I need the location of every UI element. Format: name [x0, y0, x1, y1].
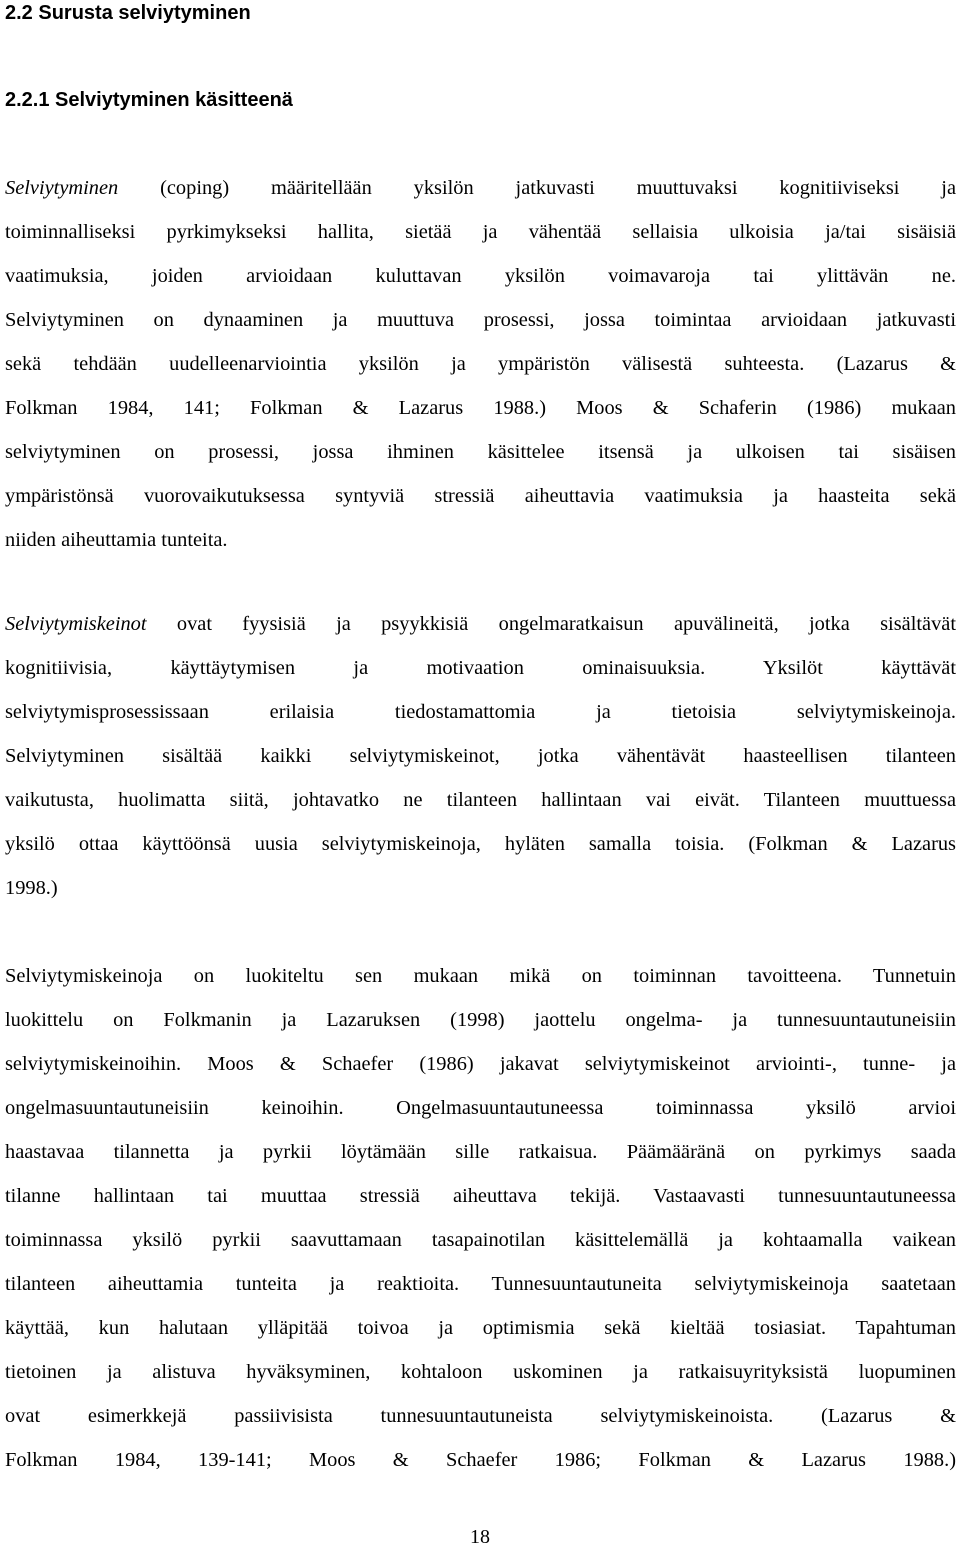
text-line: [5, 1350, 956, 1394]
text-line: [5, 778, 956, 822]
text-run: ovat fyysisiä ja psyykkisiä ongelmaratkaisun apuvälineitä, jotka sisältävät: [146, 613, 956, 635]
text-line: [5, 1438, 956, 1482]
text-run: ovat esimerkkejä passiivisista tunnesuuntautuneista selviytymiskeinoista. (Lazarus &: [5, 1405, 956, 1427]
subsection-heading: 2.2.1 Selviytyminen käsitteenä: [5, 89, 293, 111]
text-run: sekä tehdään uudelleenarviointia yksilön ja ympäristön välisestä suhteesta. (Lazarus &: [5, 353, 956, 375]
text-run: toiminnalliseksi pyrkimykseksi hallita, sietää ja vähentää sellaisia ulkoisia ja/tai sisäisiä: [5, 221, 956, 243]
text-run: ongelmasuuntautuneisiin keinoihin. Ongelmasuuntautuneessa toiminnassa yksilö arvioi: [5, 1097, 956, 1119]
text-run: selviytyminen on prosessi, jossa ihminen käsittelee itsensä ja ulkoisen tai sisäisen: [5, 441, 956, 463]
text-line: [5, 342, 956, 386]
text-line: [5, 954, 956, 998]
text-run: tilanne hallintaan tai muuttaa stressiä aiheuttava tekijä. Vastaavasti tunnesuuntautuneessa: [5, 1185, 956, 1207]
text-line: [5, 474, 956, 518]
text-run: Folkman 1984, 139-141; Moos & Schaefer 1986; Folkman & Lazarus 1988.): [5, 1449, 956, 1471]
text-line: [5, 690, 956, 734]
italic-term: Selviytyminen: [5, 177, 119, 199]
text-run: toiminnassa yksilö pyrkii saavuttamaan tasapainotilan käsittelemällä ja kohtaamalla vaikean: [5, 1229, 956, 1251]
text-line: [5, 298, 956, 342]
page-number: 18: [470, 1526, 490, 1548]
text-run: ympäristönsä vuorovaikutuksessa syntyviä stressiä aiheuttavia vaatimuksia ja haasteita sekä: [5, 485, 956, 507]
text-run: selviytymisprosessissaan erilaisia tiedostamattomia ja tietoisia selviytymiskeinoja.: [5, 701, 956, 723]
text-line: [5, 1174, 956, 1218]
text-run: kognitiivisia, käyttäytymisen ja motivaation ominaisuuksia. Yksilöt käyttävät: [5, 657, 956, 679]
text-line: [5, 166, 956, 210]
text-line: [5, 866, 956, 910]
text-line: [5, 1042, 956, 1086]
text-line: [5, 430, 956, 474]
text-run: vaikutusta, huolimatta siitä, johtavatko ne tilanteen hallintaan vai eivät. Tilanteen muuttuessa: [5, 789, 956, 811]
text-line: [5, 646, 956, 690]
text-run: yksilö ottaa käyttöönsä uusia selviytymiskeinoja, hyläten samalla toisia. (Folkman & Lazarus: [5, 833, 956, 855]
text-line: [5, 386, 956, 430]
text-line: [5, 1306, 956, 1350]
paragraph-coping-classification: [5, 954, 956, 1482]
text-run: vaatimuksia, joiden arvioidaan kuluttavan yksilön voimavaroja tai ylittävän ne.: [5, 265, 956, 287]
text-run: (coping) määritellään yksilön jatkuvasti muuttuvaksi kognitiiviseksi ja: [118, 177, 956, 199]
text-line: [5, 1086, 956, 1130]
text-line: [5, 1262, 956, 1306]
text-run: niiden aiheuttamia tunteita.: [5, 529, 228, 551]
text-run: Selviytyminen on dynaaminen ja muuttuva prosessi, jossa toimintaa arvioidaan jatkuvasti: [5, 309, 956, 331]
text-line: [5, 210, 956, 254]
section-heading: 2.2 Surusta selviytyminen: [5, 2, 251, 24]
text-run: haastavaa tilannetta ja pyrkii löytämään sille ratkaisua. Päämääränä on pyrkimys saada: [5, 1141, 956, 1163]
italic-term: Selviytymiskeinot: [5, 613, 147, 635]
text-run: luokittelu on Folkmanin ja Lazaruksen (1998) jaottelu ongelma- ja tunnesuuntautuneisiin: [5, 1009, 956, 1031]
text-run: Selviytymiskeinoja on luokiteltu sen mukaan mikä on toiminnan tavoitteena. Tunnetuin: [5, 965, 956, 987]
paragraph-coping-strategies: [5, 602, 956, 910]
text-run: selviytymiskeinoihin. Moos & Schaefer (1986) jakavat selviytymiskeinot arviointi-, tunne- ja: [5, 1053, 956, 1075]
paragraph-coping-definition: [5, 166, 956, 562]
text-run: käyttää, kun halutaan ylläpitää toivoa ja optimismia sekä kieltää tosiasiat. Tapahtuman: [5, 1317, 956, 1339]
text-line: [5, 734, 956, 778]
text-line: [5, 1394, 956, 1438]
text-line: [5, 1218, 956, 1262]
text-line: [5, 1130, 956, 1174]
text-run: 1998.): [5, 877, 58, 899]
text-line: [5, 998, 956, 1042]
text-run: Folkman 1984, 141; Folkman & Lazarus 1988.) Moos & Schaferin (1986) mukaan: [5, 397, 956, 419]
text-run: tilanteen aiheuttamia tunteita ja reaktioita. Tunnesuuntautuneita selviytymiskeinoja saatetaan: [5, 1273, 956, 1295]
text-run: Selviytyminen sisältää kaikki selviytymiskeinot, jotka vähentävät haasteellisen tilanteen: [5, 745, 956, 767]
text-line: [5, 518, 956, 562]
text-line: [5, 254, 956, 298]
text-line: [5, 822, 956, 866]
text-line: [5, 602, 956, 646]
text-run: tietoinen ja alistuva hyväksyminen, kohtaloon uskominen ja ratkaisuyrityksistä luopuminen: [5, 1361, 956, 1383]
